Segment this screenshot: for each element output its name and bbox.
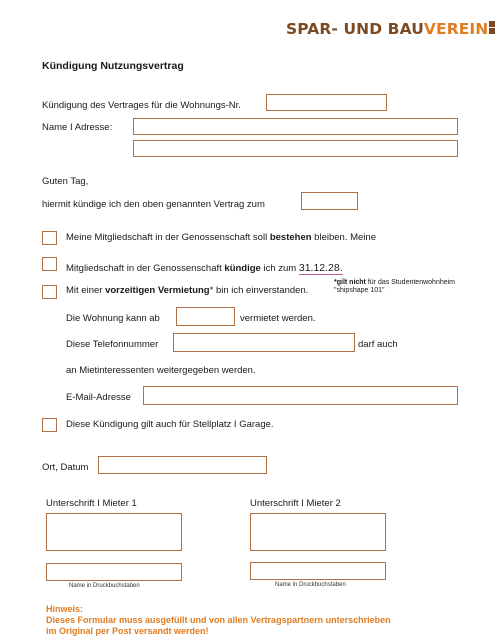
form-title: Kündigung Nutzungsvertrag xyxy=(42,60,184,72)
hint-line1: Dieses Formular muss ausgefüllt und von allen Vertragspartnern unterschrieben xyxy=(46,615,391,625)
name-address-field-1[interactable] xyxy=(133,118,458,135)
hint-title: Hinweis: xyxy=(46,604,84,614)
membership-cancel-text: Mitgliedschaft in der Genossenschaft kündige ich zum 31.12.28. xyxy=(66,262,343,274)
greeting: Guten Tag, xyxy=(42,176,89,187)
membership-cancel-checkbox[interactable] xyxy=(42,257,57,271)
hint-line2: im Original per Post versandt werden! xyxy=(46,626,209,636)
phone-suffix: darf auch xyxy=(358,339,398,350)
block-letters2-caption: Name in Druckbuchstaben xyxy=(275,582,346,588)
phone-label: Diese Telefonnummer xyxy=(66,339,159,350)
email-label: E-Mail-Adresse xyxy=(66,392,131,403)
block-letters1-field[interactable] xyxy=(46,563,182,581)
hint xyxy=(46,604,391,637)
phone-line2: an Mietinteressenten weitergegeben werden. xyxy=(66,365,256,376)
membership-cancel-bold: kündige xyxy=(224,263,261,274)
signature2-label: Unterschrift I Mieter 2 xyxy=(250,498,341,509)
parking-checkbox[interactable] xyxy=(42,418,57,432)
side-note-bold: *gilt nicht xyxy=(334,279,366,286)
membership-keep-text: Meine Mitgliedschaft in der Genossenschaft soll bestehen bleiben. Meine xyxy=(66,232,376,243)
block-letters1-caption: Name in Druckbuchstaben xyxy=(69,583,140,589)
place-date-field[interactable] xyxy=(98,456,267,474)
cancel-sentence: hiermit kündige ich den oben genannten Vertrag zum xyxy=(42,199,265,210)
rent-from-date-field[interactable] xyxy=(176,307,235,326)
email-field[interactable] xyxy=(143,386,458,405)
rent-from-suffix: vermietet werden. xyxy=(240,313,316,324)
signature2-box[interactable] xyxy=(250,513,386,551)
membership-keep-checkbox[interactable] xyxy=(42,231,57,245)
logo-text-accent: VEREIN xyxy=(423,20,489,38)
unit-number-label: Kündigung des Vertrages für die Wohnungs-Nr. xyxy=(42,100,241,111)
rent-from-label: Die Wohnung kann ab xyxy=(66,313,160,324)
logo-blocks-icon xyxy=(489,21,495,35)
membership-keep-bold: bestehen xyxy=(269,232,312,243)
logo-text-main: SPAR- UND BAU xyxy=(286,20,424,38)
signature1-box[interactable] xyxy=(46,513,182,551)
block-letters2-field[interactable] xyxy=(250,562,386,580)
name-address-label: Name I Adresse: xyxy=(42,122,113,133)
name-address-field-2[interactable] xyxy=(133,140,458,157)
unit-number-field[interactable] xyxy=(266,94,387,111)
early-rental-checkbox[interactable] xyxy=(42,285,57,299)
side-note: *gilt nicht für das Studentenwohnheim "shipshape 101" xyxy=(334,279,456,294)
early-rental-bold: vorzeitigen Vermietung xyxy=(105,285,210,296)
phone-field[interactable] xyxy=(173,333,355,352)
parking-text: Diese Kündigung gilt auch für Stellplatz I Garage. xyxy=(66,419,274,430)
signature1-label: Unterschrift I Mieter 1 xyxy=(46,498,137,509)
place-date-label: Ort, Datum xyxy=(42,462,89,473)
side-note-line2: "shipshape 101" xyxy=(334,287,385,294)
membership-cancel-date: 31.12.28. xyxy=(298,262,343,274)
logo xyxy=(286,20,495,38)
cancel-date-field[interactable] xyxy=(301,192,358,210)
early-rental-text: Mit einer vorzeitigen Vermietung* bin ich einverstanden. xyxy=(66,285,309,296)
